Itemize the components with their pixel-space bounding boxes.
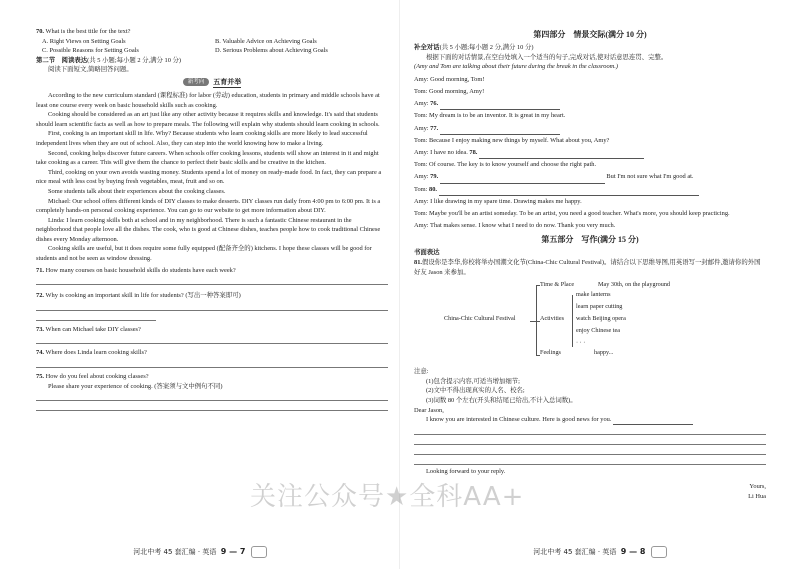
mind-center: China-Chic Cultural Festival (444, 315, 516, 323)
paragraph: Linda: I learn cooking skills both at school and in my neighborhood. There is such a fantastic Chinese restaurant in the neighborhood that people love all the dishes. The cook, who is good at Chinese dishes, teaches people how to cook traditional Chinese dishes every Monday afternoon. (36, 216, 381, 243)
q75-answer-line-2[interactable] (36, 401, 388, 411)
left-footer (0, 546, 400, 558)
letter-greeting: Dear Jason, (414, 406, 444, 414)
line-text: I have no idea. (430, 149, 468, 156)
q72-answer-line-2[interactable] (36, 311, 156, 321)
speaker: Amy: (414, 222, 429, 230)
page-number: 9 — 8 (620, 547, 646, 556)
section2-instr: 阅读下面短文,简略回答问题。 (48, 66, 133, 74)
mind-time-label: Time & Place (540, 281, 575, 289)
topic-badge (36, 77, 388, 88)
speaker: Tom: (414, 112, 428, 120)
q77-blank[interactable] (440, 126, 560, 135)
q80-num: 80. (429, 185, 438, 193)
q74-answer-line[interactable] (36, 358, 388, 368)
line-text: Good morning, Amy! (429, 87, 485, 95)
q72-answer-line[interactable] (36, 301, 388, 311)
badge-text: 五育并举 (213, 77, 242, 86)
speaker: Amy: (414, 197, 429, 205)
publisher-logo-icon (251, 546, 267, 558)
mind-time-value: May 30th, on the playground (598, 281, 671, 289)
paragraph: Cooking skills are useful, but it does require some fully equipped (配备齐全的) kitchens. I hope these classes will be good for students and not be seen as window dressing. (36, 245, 372, 263)
paragraph: First, cooking is an important skill in life. Why? Because students who learn cooking skills are more likely to lead successful independent lives when they are out of school. Also, they can step into the world knowing how to make a living. (36, 130, 368, 147)
speaker: Amy: (414, 100, 429, 108)
speaker: Tom: (414, 87, 428, 95)
q71-num: 71. (36, 266, 44, 274)
letter-sign-yours: Yours, (749, 483, 766, 491)
paragraph: Second, cooking helps discover future careers. When schools offer cooking lessons, students will show an interest in it and might take cooking as a career. This will give them the chance to perfect their basic skills and be creative in the kitchen. (36, 149, 379, 167)
line-text: My dream is to be an inventor. It is great in my heart. (429, 112, 566, 120)
watermark: 关注公众号★全科AA+ (250, 482, 525, 512)
speaker: Amy: (414, 124, 429, 132)
line-text: Good morning, Tom! (430, 75, 485, 83)
note: (1)包含提示内容,可适当增加细节; (426, 377, 520, 385)
part4-title: 第四部分 情景交际(满分 10 分) (533, 30, 647, 39)
writing-blank[interactable] (613, 416, 693, 425)
notes-title: 注意: (414, 368, 429, 376)
footer-title: 河北中考 45 套汇编 · 英语 (133, 548, 217, 556)
q78-blank[interactable] (479, 150, 644, 159)
paragraph: Cooking should be considered as an art just like any other activity because it requires skills and knowledge. It's said that students should learn scientific facts as well as how to prepare meals. The following will explain why students should learn cooking in schools. (36, 111, 380, 128)
note: (3)词数 80 个左右(开头和结尾已给出,不计入总词数)。 (426, 396, 577, 404)
paragraph: Michael: Our school offers different kinds of DIY classes to make desserts. DIY classes run daily from 4:00 pm to 6:00 pm. It is a completely hands-on personal cooking experience. You can go to our website to get more information about DIY. (36, 197, 381, 215)
q79-num: 79. (430, 173, 439, 181)
q75-extra: Please share your experience of cooking. (答案须与文中例句不同) (48, 382, 223, 390)
q81-num: 81. (414, 259, 422, 267)
mind-branch-line (536, 285, 537, 355)
section2-note: (共 5 小题;每小题 2 分,满分 10 分) (87, 56, 182, 64)
option-b[interactable]: B. Valuable Advice on Achieving Goals (215, 37, 317, 45)
reading-passage (36, 91, 388, 264)
q73-text: When can Michael take DIY classes? (45, 325, 141, 333)
option-d[interactable]: D. Serious Problems about Achieving Goals (215, 47, 328, 55)
badge-tag: 新考向 (183, 78, 210, 86)
q78-num: 78. (469, 149, 478, 156)
writing-line[interactable] (414, 455, 766, 465)
option-a[interactable]: A. Right Views on Setting Goals (42, 37, 126, 45)
q75-num: 75. (36, 373, 44, 381)
paragraph: Some students talk about their experiences about the cooking classes. (48, 187, 226, 195)
q77-num: 77. (430, 124, 439, 132)
mind-activity: make lanterns (576, 291, 611, 299)
q75-text: How do you feel about cooking classes? (45, 373, 149, 381)
letter-opening: I know you are interested in Chinese culture. Here is good news for you. (426, 416, 612, 424)
speaker: Tom: (414, 161, 428, 169)
mind-activities-label: Activities (540, 315, 565, 323)
mind-activity: watch Beijing opera (576, 315, 626, 323)
writing-line[interactable] (414, 425, 766, 435)
speaker: Amy: (414, 149, 429, 156)
writing-line[interactable] (414, 435, 766, 445)
q70-stem: What is the best title for the text? (45, 28, 131, 35)
q76-num: 76. (430, 100, 439, 108)
line-text: Of course. The key is to know yourself and choose the right path. (429, 161, 597, 169)
q73-answer-line[interactable] (36, 334, 388, 344)
line-text: That makes sense. I know what I need to do now. Thank you very much. (430, 222, 616, 230)
paragraph: According to the new curriculum standard (课程标准) for labor (劳动) education, students in primary and middle schools have at least one course every week on basic household skills such as cooking. (36, 91, 380, 109)
footer-title: 河北中考 45 套汇编 · 英语 (533, 548, 617, 556)
note: (2)文中不得出现真实的人名、校名; (426, 387, 525, 395)
q72-num: 72. (36, 292, 44, 300)
speaker: Amy: (414, 173, 429, 181)
dialogue (414, 74, 766, 233)
mind-branch-line (572, 295, 573, 347)
q73-num: 73. (36, 325, 44, 333)
mind-activity: · · · (576, 339, 586, 347)
q70: 70. What is the best title for the text? (36, 28, 131, 35)
q79-blank[interactable] (440, 175, 605, 184)
dialogue-context: (Amy and Tom are talking about their future during the break in the classroom.) (414, 63, 619, 71)
line-text: Because I enjoy making new things by myself. What about you, Amy? (429, 136, 610, 144)
mind-map (414, 279, 766, 363)
q74-text: Where does Linda learn cooking skills? (45, 349, 147, 357)
q71-answer-line[interactable] (36, 275, 388, 285)
q72-text: Why is cooking an important skill in life for students? (写出一种答案即可) (45, 292, 241, 300)
speaker: Tom: (414, 136, 428, 144)
line-text: I like drawing in my spare time. Drawing makes me happy. (430, 197, 582, 205)
letter-sign-name: Li Hua (748, 492, 766, 500)
part5-title: 第五部分 写作(满分 15 分) (541, 235, 639, 245)
speaker: Tom: (414, 210, 428, 218)
q71-text: How many courses on basic household skills do students have each week? (45, 266, 236, 274)
q74-num: 74. (36, 349, 44, 357)
part4-sub: 补全对话 (414, 44, 440, 51)
part4-instr: 根据下面的对话情景,在空白处填入一个适当的句子,完成对话,使对话意思连贯、完整。 (426, 53, 668, 61)
letter-closing: Looking forward to your reply. (426, 467, 506, 475)
paragraph: Third, cooking on your own avoids wasting money. Students spend a lot of money on ready-made food. In fact, they can prepare a nice meal with less cost by buying fresh vegetables, meat, fruit and so on. (36, 168, 382, 186)
page-number: 9 — 7 (220, 547, 246, 556)
speaker: Tom: (414, 185, 428, 193)
mind-feelings-value: happy... (594, 349, 614, 357)
section2-title: 第二节 阅读表达 (36, 56, 88, 64)
line-text: Maybe you'll be an artist someday. To be an artist, you need a good teacher. What's more, you should keep practicing. (429, 210, 730, 218)
q76-blank[interactable] (440, 101, 560, 110)
option-c[interactable]: C. Possible Reasons for Setting Goals (42, 47, 139, 55)
part4-note: (共 5 小题;每小题 2 分,满分 10 分) (439, 44, 534, 51)
mind-activity: learn paper cutting (576, 303, 623, 311)
mind-feelings-label: Feelings (540, 349, 561, 357)
line-text: But I'm not sure what I'm good at. (606, 173, 694, 181)
publisher-logo-icon (651, 546, 667, 558)
mind-connector (536, 285, 540, 286)
part5-sub: 书面表达 (414, 249, 440, 257)
right-footer (400, 546, 800, 558)
speaker: Amy: (414, 75, 429, 83)
q81-text: 假设你是李华,你校将举办国潮文化节(China-Chic Cultural Festival)。请结合以下思维导图,用英语写一封邮件,邀请你的外国好友 Jason 来参加。 (414, 259, 761, 276)
q75-answer-line[interactable] (36, 391, 388, 401)
mind-activity: enjoy Chinese tea (576, 327, 620, 335)
q80-blank[interactable] (439, 187, 699, 196)
q70-options (36, 37, 388, 56)
writing-line[interactable] (414, 445, 766, 455)
